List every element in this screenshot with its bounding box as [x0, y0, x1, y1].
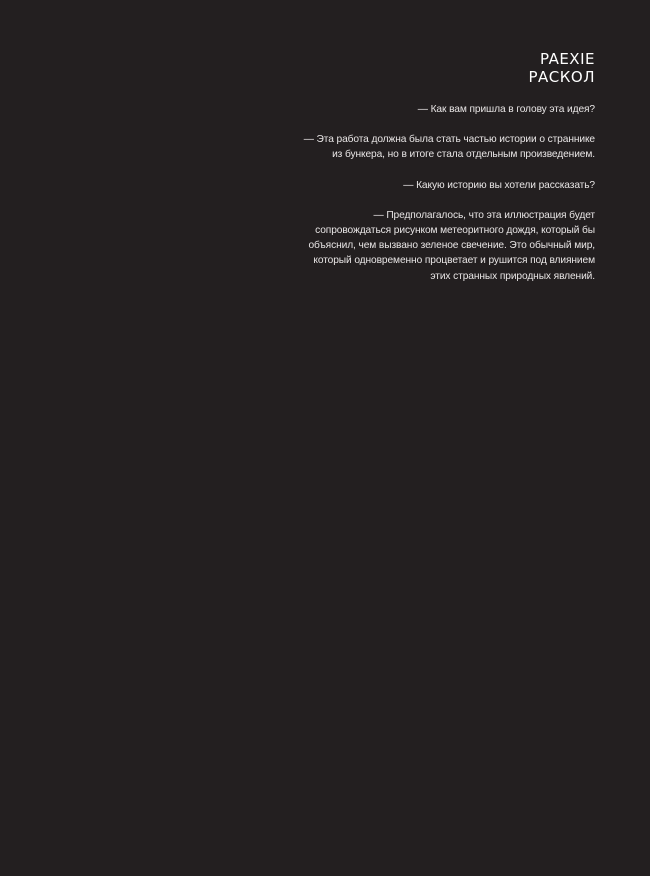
- text-line: который одновременно процветает и рушится под влиянием: [313, 255, 595, 267]
- text-line: — Какую историю вы хотели рассказать?: [403, 179, 595, 191]
- interview-text: [255, 102, 595, 299]
- text-line: этих странных природных явлений.: [430, 270, 595, 282]
- text-line: — Эта работа должна была стать частью истории о страннике: [303, 134, 595, 146]
- text-line: объяснил, чем вызвано зеленое свечение. Это обычный мир,: [308, 240, 595, 252]
- text-line: сопровождаться рисунком метеоритного дождя, который бы: [315, 225, 595, 237]
- text-line: — Предполагалось, что эта иллюстрация будет: [373, 209, 595, 221]
- artwork-title: РАСКОЛ: [528, 68, 595, 86]
- author-name: PAEXIE: [539, 50, 595, 68]
- answer-2: [255, 208, 595, 284]
- question-1: [255, 102, 595, 117]
- answer-1: [255, 132, 595, 162]
- text-line: — Как вам пришла в голову эта идея?: [417, 104, 595, 115]
- text-line: из бункера, но в итоге стала отдельным произведением.: [332, 149, 595, 161]
- question-2: [255, 178, 595, 193]
- title-block: [528, 50, 595, 86]
